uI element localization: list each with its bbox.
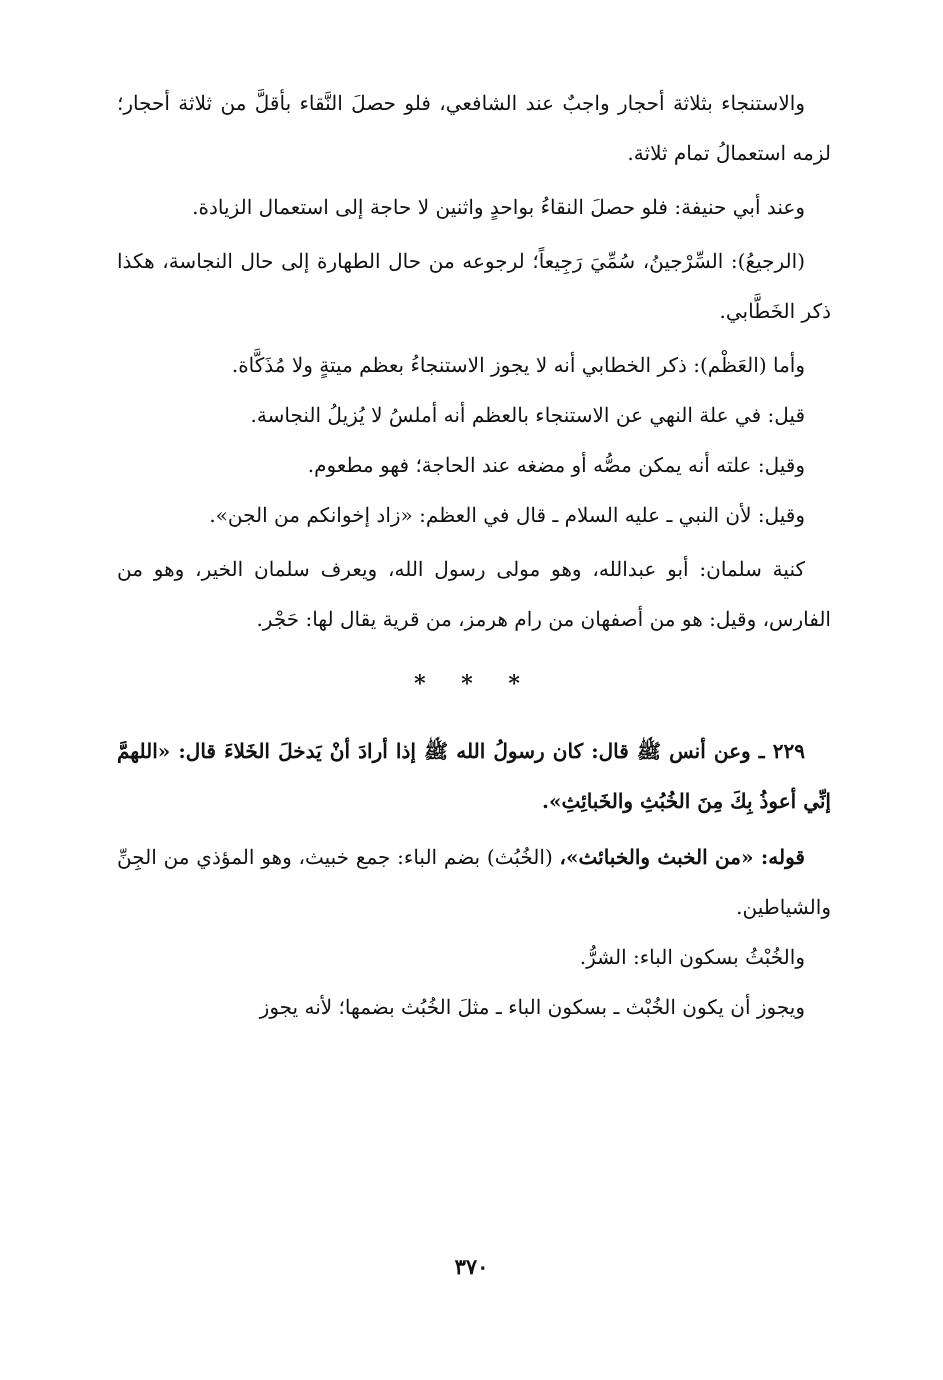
- paragraph-yajuz: ويجوز أن يكون الخُبْث ـ بسكون الباء ـ مثلَ الخُبُث بضمها؛ لأنه يجوز: [259, 995, 805, 1019]
- section-separator: * * *: [414, 671, 534, 697]
- paragraph-illa-1: قيل: في علة النهي عن الاستنجاء بالعظم أنه أملسُ لا يُزيلُ النجاسة.: [250, 403, 805, 427]
- paragraph-salman: كنية سلمان: أبو عبدالله، وهو مولى رسول الله، ويعرف سلمان الخير، وهو من الفارس، وقيل: هو من أصفهان من رام هرمز، من قرية يقال لها: حَجْر.: [117, 557, 831, 631]
- page-body: [117, 78, 831, 1032]
- paragraph-rajee: (الرجيعُ): السِّرْجينُ، سُمِّيَ رَجِيعاً؛ لرجوعه من حال الطهارة إلى حال النجاسة، هكذا ذكر الخَطَّابي.: [117, 249, 831, 323]
- hadith-229: ٢٢٩ ـ وعن أنس ﷺ قال: كان رسولُ الله ﷺ إذا أرادَ أنْ يَدخلَ الخَلاءَ قال: «اللهمَّ إنِّي أعوذُ بِكَ مِنَ الخُبُثِ والخَبائِثِ».: [117, 739, 831, 813]
- commentary-lead: قوله: «من الخبث والخبائث»،: [559, 845, 805, 869]
- paragraph-istinja-three-stones: والاستنجاء بثلاثة أحجار واجبٌ عند الشافعي، فلو حصلَ النَّقاء بأقلَّ من ثلاثة أحجار؛ لزمه استعمالُ تمام ثلاثة.: [117, 91, 831, 165]
- paragraph-illa-2: وقيل: علته أنه يمكن مصُّه أو مضغه عند الحاجة؛ فهو مطعوم.: [307, 453, 805, 477]
- paragraph-azm: وأما (العَظْم): ذكر الخطابي أنه لا يجوز الاستنجاءُ بعظم ميتةٍ ولا مُذَكَّاة.: [231, 353, 805, 377]
- paragraph-khubth: والخُبْثُ بسكون الباء: الشرُّ.: [579, 945, 805, 969]
- paragraph-abu-hanifa: وعند أبي حنيفة: فلو حصلَ النقاءُ بواحدٍ واثنين لا حاجة إلى استعمال الزيادة.: [192, 195, 805, 219]
- paragraph-commentary: [117, 832, 831, 932]
- paragraph-illa-3: وقيل: لأن النبي ـ عليه السلام ـ قال في العظم: «زاد إخوانكم من الجن».: [209, 503, 805, 527]
- commentary-rest: (الخُبُث) بضم الباء: جمع خبيث، وهو المؤذي من الجِنِّ والشياطين.: [117, 845, 831, 919]
- page-number: ٣٧٠: [454, 1254, 489, 1279]
